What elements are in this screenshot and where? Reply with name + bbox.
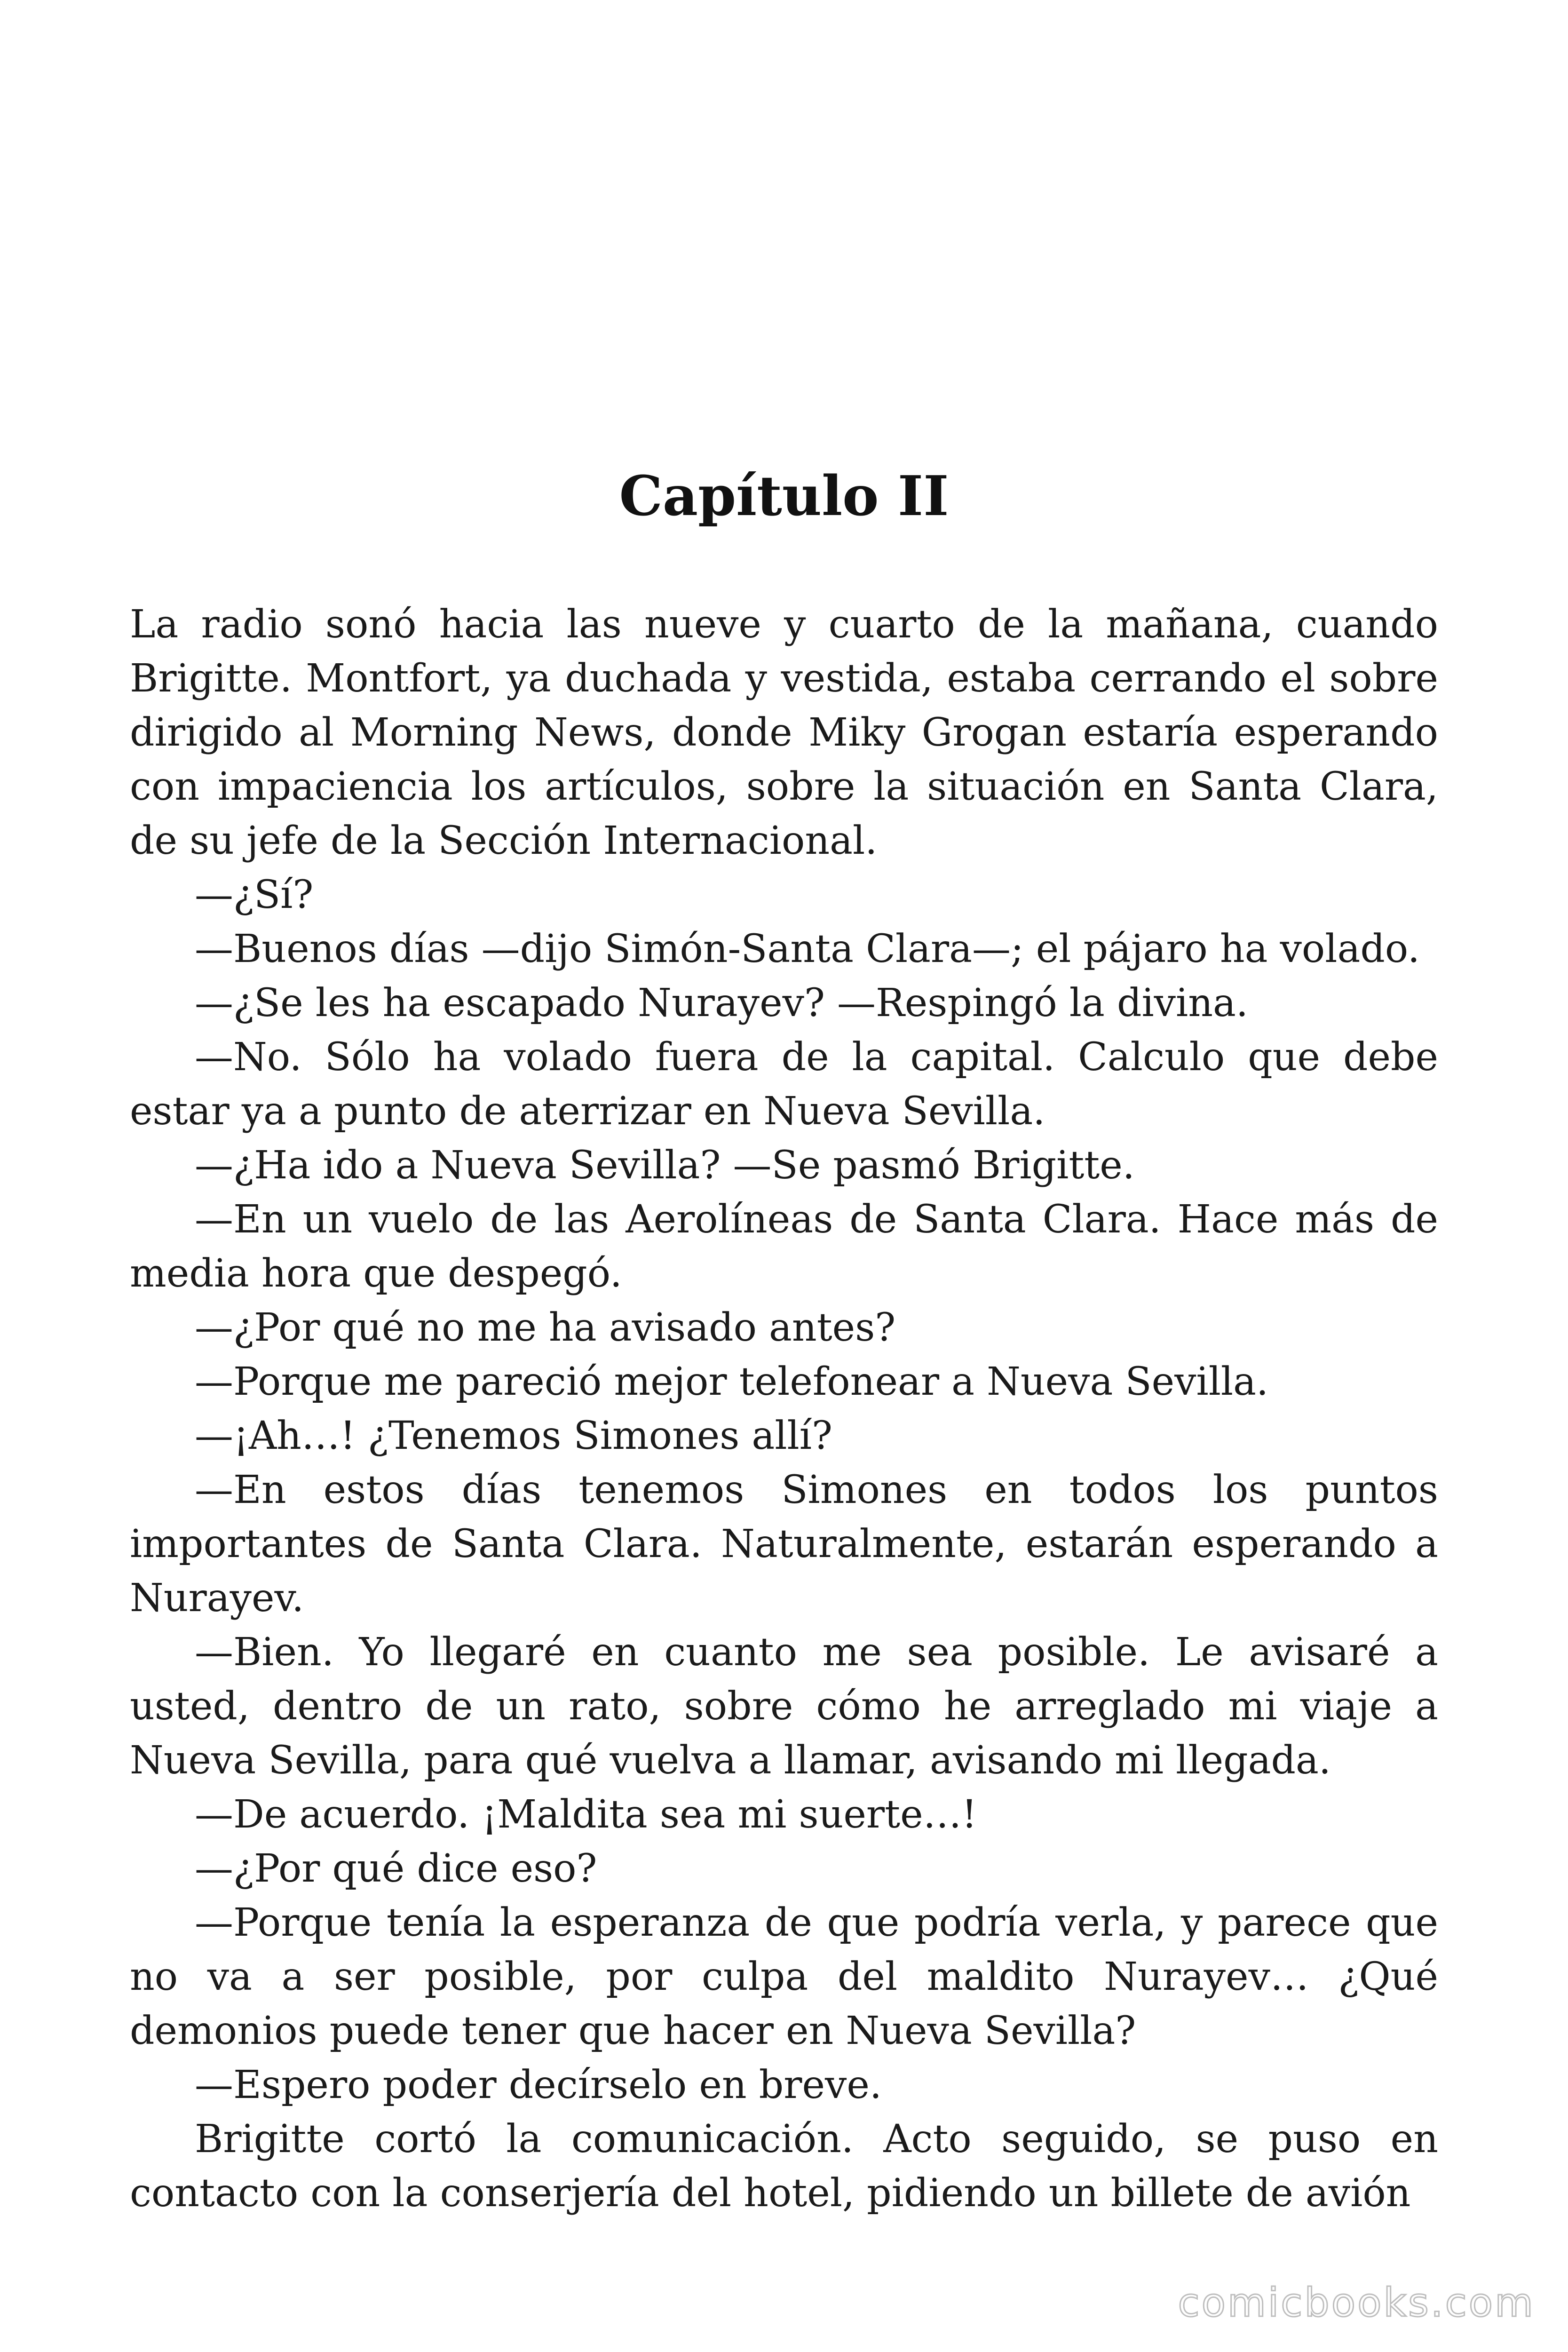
paragraph: —No. Sólo ha volado fuera de la capital. Calculo que debe estar ya a punto de aterrizar en Nueva Sevilla. [130, 1035, 1438, 1134]
paragraph: —De acuerdo. ¡Maldita sea mi suerte…! [195, 1792, 977, 1837]
paragraph: La radio sonó hacia las nueve y cuarto de la mañana, cuando Brigitte. Montfort, ya duchada y vestida, estaba cerrando el sobre dirigido al Morning News, donde Miky Grogan estaría esperando con impaciencia los artículos, sobre la situación en Santa Clara, de su jefe de la Sección Internacional. [130, 602, 1438, 863]
paragraph: —En estos días tenemos Simones en todos los puntos importantes de Santa Clara. Naturalmente, estarán esperando a Nurayev. [130, 1468, 1438, 1621]
chapter-body [130, 597, 1438, 2220]
paragraph: —En un vuelo de las Aerolíneas de Santa Clara. Hace más de media hora que despegó. [130, 1197, 1438, 1296]
paragraph: —¿Ha ido a Nueva Sevilla? —Se pasmó Brigitte. [195, 1143, 1135, 1188]
watermark-logo: comicbooks.com [1178, 2280, 1535, 2326]
paragraph: —Porque tenía la esperanza de que podría verla, y parece que no va a ser posible, por culpa del maldito Nurayev… ¿Qué demonios puede tener que hacer en Nueva Sevilla? [130, 1900, 1438, 2053]
paragraph: —¿Se les ha escapado Nurayev? —Respingó la divina. [195, 981, 1248, 1025]
paragraph: —¡Ah…! ¿Tenemos Simones allí? [195, 1414, 832, 1458]
paragraph: —¿Por qué dice eso? [195, 1846, 597, 1891]
paragraph: —¿Por qué no me ha avisado antes? [195, 1305, 896, 1350]
paragraph: Brigitte cortó la comunicación. Acto seguido, se puso en contacto con la conserjería del hotel, pidiendo un billete de avión [130, 2117, 1438, 2216]
paragraph: —¿Sí? [195, 873, 314, 917]
chapter-title: Capítulo II [619, 464, 949, 528]
paragraph: —Buenos días —dijo Simón-Santa Clara—; el pájaro ha volado. [195, 927, 1420, 971]
paragraph: —Espero poder decírselo en breve. [195, 2063, 882, 2107]
paragraph: —Porque me pareció mejor telefonear a Nueva Sevilla. [195, 1359, 1269, 1404]
paragraph: —Bien. Yo llegaré en cuanto me sea posible. Le avisaré a usted, dentro de un rato, sobre cómo he arreglado mi viaje a Nueva Sevilla, para qué vuelva a llamar, avisando mi llegada. [130, 1630, 1438, 1783]
